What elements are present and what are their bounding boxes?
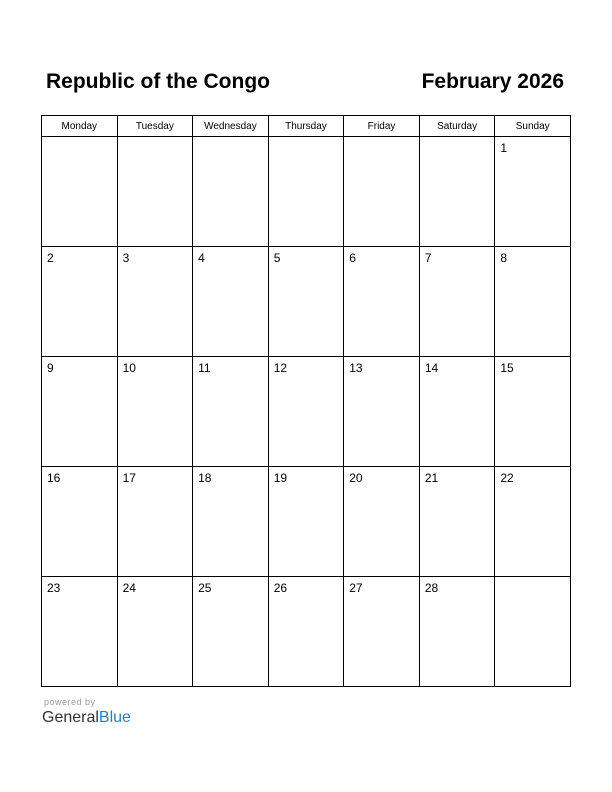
day-cell [419,577,495,687]
day-cell [268,577,344,687]
day-number: 10 [122,361,136,375]
calendar-grid [41,115,571,687]
country-title: Republic of the Congo [46,70,270,93]
day-number: 25 [198,581,212,595]
powered-by-label: powered by [44,697,96,707]
day-number [420,137,495,141]
day-number: 27 [349,581,363,595]
week-row [42,137,571,247]
day-number: 15 [500,361,514,375]
day-number: 11 [198,361,211,375]
weekday-wednesday: Wednesday [193,116,269,137]
day-cell [193,357,269,467]
day-cell [344,357,420,467]
day-number: 5 [273,251,281,265]
day-cell [42,247,118,357]
day-number: 22 [500,471,514,485]
day-number [42,137,117,141]
day-number: 17 [122,471,136,485]
day-number: 26 [273,581,288,595]
day-number: 28 [424,581,439,595]
day-number: 19 [273,471,288,485]
weekday-thursday: Thursday [268,116,344,137]
day-number: 7 [424,251,432,265]
day-number: 8 [500,251,508,265]
day-number [118,137,193,141]
day-cell [344,577,420,687]
day-number [269,137,344,141]
day-number: 6 [349,251,356,265]
day-cell [268,357,344,467]
day-cell [495,357,571,467]
day-cell [344,137,420,247]
day-number: 12 [273,361,288,375]
day-number: 13 [349,361,363,375]
day-cell [193,137,269,247]
weekday-monday: Monday [42,116,118,137]
day-cell [117,467,193,577]
week-row [42,247,571,357]
day-number: 18 [198,471,212,485]
day-number: 20 [349,471,363,485]
day-number: 9 [47,361,54,375]
day-cell [495,247,571,357]
day-number: 4 [198,251,205,265]
day-cell [193,467,269,577]
weekday-friday: Friday [344,116,420,137]
day-cell [42,137,118,247]
day-cell [42,467,118,577]
day-number: 24 [122,581,136,595]
day-number [344,137,419,141]
day-cell [344,247,420,357]
week-row [42,577,571,687]
day-cell [419,357,495,467]
day-cell [117,137,193,247]
day-number: 23 [47,581,61,595]
day-cell [117,247,193,357]
day-cell [419,247,495,357]
brand-part-blue: Blue [98,709,131,726]
day-cell [268,137,344,247]
day-cell [268,247,344,357]
day-number [193,137,268,141]
day-number [495,577,570,581]
day-cell [495,577,571,687]
brand-part-general: General [42,709,99,726]
day-number: 1 [500,141,508,155]
day-number: 3 [122,251,130,265]
day-number: 2 [47,251,54,265]
day-number: 14 [424,361,439,375]
week-row [42,357,571,467]
weekday-saturday: Saturday [419,116,495,137]
day-cell [495,467,571,577]
month-year-title: February 2026 [421,70,564,93]
day-cell [42,577,118,687]
day-cell [193,247,269,357]
day-cell [419,467,495,577]
weekday-tuesday: Tuesday [117,116,193,137]
day-cell [42,357,118,467]
day-cell [268,467,344,577]
weekday-sunday: Sunday [495,116,571,137]
week-row [42,467,571,577]
day-cell [117,357,193,467]
day-cell [495,137,571,247]
day-cell [419,137,495,247]
day-cell [193,577,269,687]
generalblue-logo[interactable] [42,709,131,727]
weekday-header-row [42,116,571,137]
day-number: 21 [424,471,439,485]
day-cell [117,577,193,687]
day-cell [344,467,420,577]
day-number: 16 [47,471,61,485]
